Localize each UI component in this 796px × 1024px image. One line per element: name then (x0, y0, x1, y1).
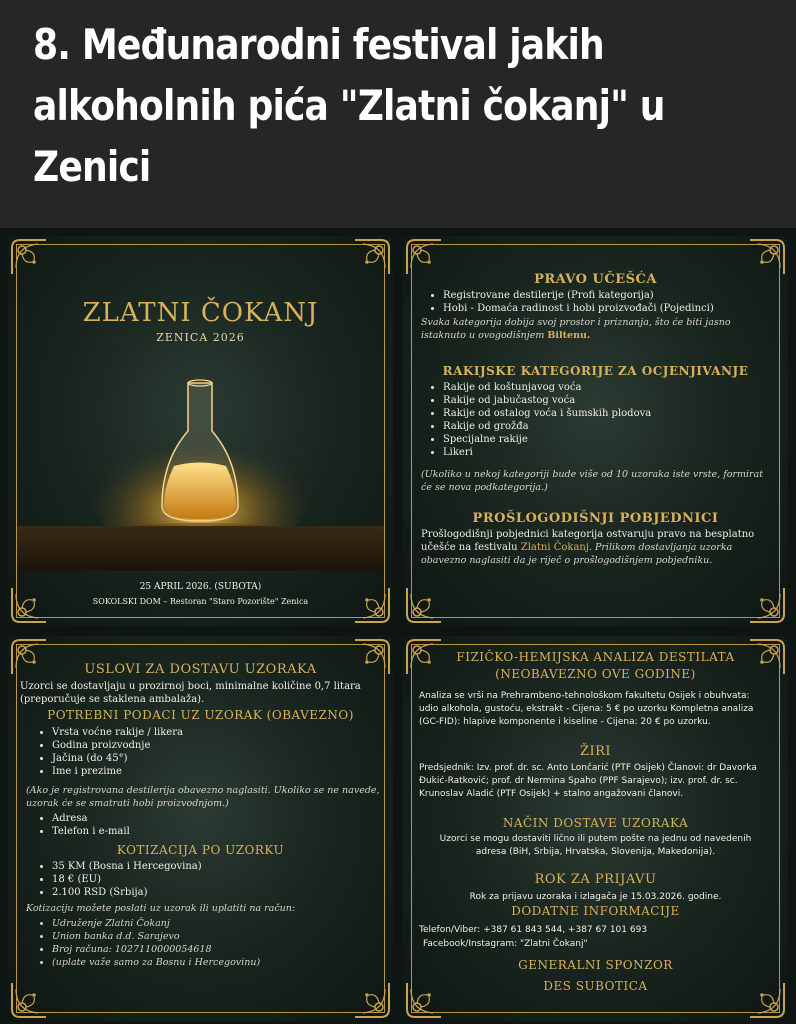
list-item: • Ime i prezime (52, 765, 392, 778)
payment-note: Kotizaciju možete poslati uz uzorak ili uplatiti na račun: (26, 903, 296, 914)
heading-conditions: USLOVI ZA DOSTAVU UZORAKA (84, 662, 317, 677)
article-title: 8. Međunarodni festival jakih alkoholnih pića "Zlatni čokanj" u Zenici (33, 20, 665, 191)
corner-ornament-icon (405, 238, 443, 276)
winners-text-b: . Prilikom dostavljanja uzorka obavezno naglasiti da je riječ o prošlogodišnjem pobjedniku. (421, 542, 733, 566)
corner-ornament-icon (10, 238, 48, 276)
list-item: • Rakije od koštunjavog voća (443, 381, 788, 394)
deadline-text: Rok za prijavu uzoraka i izlagača je 15.03.2026. godine. (469, 892, 722, 902)
corner-ornament-icon (353, 238, 391, 276)
poster-panel-title (8, 236, 393, 626)
list-item: • Rakije od ostalog voća i šumskih plodova (443, 407, 788, 420)
poster-panel-conditions (8, 636, 393, 1021)
heading-participation: PRAVO UČEŠĆA (534, 272, 657, 287)
list-item: • Rakije od grožđa (443, 420, 788, 433)
list-item: • 35 KM (Bosna i Hercegovina) (52, 860, 392, 873)
analysis-text: Analiza se vrši na Prehrambeno-tehnološkom fakultetu Osijek i obuhvata: udio alkohola, gustoću, ekstrakt - Cijena: 5 € po uzorku Kompletna analiza (GC-FID): hlapive komponente i kiseline - Cijena: 20 € po uzorku. (419, 691, 754, 727)
list-item: • 2.100 RSD (Srbija) (52, 886, 392, 899)
heading-required-data: POTREBNI PODACI UZ UZORAK (OBAVEZNO) (47, 708, 354, 722)
social-text: Facebook/Instagram: "Zlatni Čokanj" (423, 939, 588, 949)
list-item: • (uplate važe samo za Bosnu i Hercegovinu) (52, 956, 392, 969)
event-date: 25 APRIL 2026. (SUBOTA) (139, 582, 262, 592)
list-item: • Udruženje Zlatni Čokanj (52, 917, 392, 930)
article-header (0, 0, 796, 228)
corner-ornament-icon (10, 981, 48, 1019)
categories-list (425, 381, 788, 459)
participation-note (421, 316, 776, 342)
corner-ornament-icon (405, 586, 443, 624)
list-item: • Specijalne rakije (443, 433, 788, 446)
list-item: • Vrsta voćne rakije / likera (52, 726, 392, 739)
list-item: • Hobi - Domaća radinost i hobi proizvođači (Pojedinci) (443, 302, 788, 315)
festival-name: ZLATNI ČOKANJ (82, 298, 319, 328)
heading-deadline: ROK ZA PRIJAVU (534, 872, 657, 887)
list-item: • Jačina (do 45°) (52, 752, 392, 765)
registration-note: (Ako je registrovana destilerija obavezno naglasiti. Ukoliko se ne navede, uzorak će se smatrati hobi proizvodnjom.) (26, 785, 380, 809)
list-item: • Telefon i e-mail (52, 825, 392, 838)
list-item: • Godina proizvodnje (52, 739, 392, 752)
corner-ornament-icon (748, 238, 786, 276)
heading-analysis-optional: (NEOBAVEZNO OVE GODINE) (495, 667, 696, 681)
heading-winners: PROŠLOGODIŠNJI POBJEDNICI (472, 511, 719, 526)
bulletin-word: Biltenu. (547, 330, 591, 341)
fees-list (34, 860, 392, 899)
heading-categories: RAKIJSKE KATEGORIJE ZA OCJENJIVANJE (442, 364, 749, 378)
list-item: • Rakije od jabučastog voća (443, 394, 788, 407)
jury-text: Predsjednik: Izv. prof. dr. sc. Anto Lončarić (PTF Osijek) Članovi: dr Davorka Đukić-Ratković; prof. dr Nermina Spaho (PPF Sarajevo); izv. prof. dr. sc. Krunoslav Aladić (PTF Osijek) + stalno angažovani članovi. (419, 763, 757, 799)
list-item: • Broj računa: 1027110000054618 (52, 943, 392, 956)
corner-ornament-icon (353, 981, 391, 1019)
table-surface (17, 526, 384, 571)
required-list (34, 726, 392, 778)
heading-jury: ŽIRI (579, 744, 612, 759)
delivery-text: Uzorci se mogu dostaviti lično ili putem pošte na jednu od navedenih adresa (BiH, Srbija, Hrvatska, Slovenija, Makedonija). (439, 834, 752, 857)
poster-panel-info (403, 636, 788, 1021)
event-venue: SOKOLSKI DOM – Restoran "Staro Pozorište" Zenica (92, 597, 309, 606)
list-item: • Registrovane destilerije (Profi kategorija) (443, 289, 788, 302)
phone-text: Telefon/Viber: +387 61 843 544, +387 67 101 693 (419, 925, 648, 935)
heading-delivery: NAČIN DOSTAVE UZORAKA (502, 816, 689, 830)
participation-list (425, 289, 788, 315)
required-list-2 (34, 812, 392, 838)
poster-grid (0, 228, 796, 1024)
festival-edition: ZENICA 2026 (156, 331, 245, 344)
corner-ornament-icon (748, 586, 786, 624)
sponsor-name: DES SUBOTICA (543, 979, 648, 993)
note-text: Svaka kategorija dobija svoj prostor i priznanja, što će biti jasno istaknuto u ovogodišnjem (421, 317, 731, 341)
heading-analysis: FIZIČKO-HEMIJSKA ANALIZA DESTILATA (456, 650, 735, 664)
winners-text-a: Prošlogodišnji pobjednici kategorija ostvaruju pravo na besplatno učešće na festivalu (421, 529, 755, 553)
heading-info: DODATNE INFORMACIJE (511, 904, 680, 918)
list-item: • 18 € (EU) (52, 873, 392, 886)
account-list (34, 917, 392, 969)
festival-name-inline: Zlatni Čokanj (520, 542, 589, 553)
heading-sponsor: GENERALNI SPONZOR (518, 958, 673, 972)
list-item: • Likeri (443, 446, 788, 459)
list-item: • Adresa (52, 812, 392, 825)
list-item: • Union banka d.d. Sarajevo (52, 930, 392, 943)
conditions-text: Uzorci se dostavljaju u prozirnoj boci, minimalne količine 0,7 litara (preporučuje se staklena ambalaža). (20, 681, 361, 705)
categories-note: (Ukoliko u nekoj kategoriji bude više od 10 uzoraka iste vrste, formirat će se nova podkategorija.) (421, 469, 764, 493)
winners-text (421, 528, 776, 567)
heading-fees: KOTIZACIJA PO UZORKU (116, 843, 285, 857)
poster-panel-participation (403, 236, 788, 626)
